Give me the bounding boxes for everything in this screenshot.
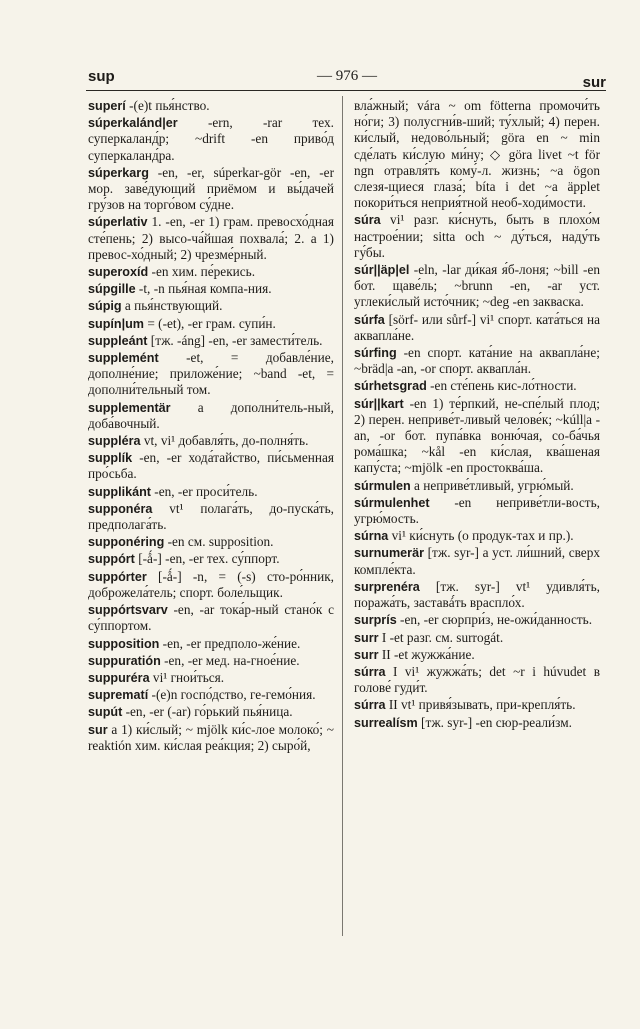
dictionary-entry <box>354 378 600 394</box>
entry-headword: supplemént <box>88 351 159 366</box>
entry-definition: [-ǻ-] -n, = (-s) сто-ро́нник, доброжела́тель; спорт. боле́льщик. <box>88 568 334 600</box>
entry-headword: súpig <box>88 299 122 314</box>
entry-headword: súr||kart <box>354 396 404 411</box>
entry-definition: -en, -er мед. на-гное́ние. <box>160 652 300 668</box>
entry-headword: súpgille <box>88 282 136 297</box>
entry-headword: surnumerär <box>354 546 424 561</box>
entry-headword: superí <box>88 99 126 113</box>
entry-definition: [тж. syr-] vt¹ удивля́ть, поража́ть, заставá́ть враспло́х. <box>354 578 600 611</box>
entry-definition: II vt¹ привя́зывать, при-крепля́ть. <box>385 697 576 713</box>
dictionary-entry <box>354 98 600 211</box>
dictionary-entry <box>354 664 600 696</box>
entry-definition: -en, -er проси́тель. <box>150 483 258 499</box>
dictionary-entry <box>88 165 334 214</box>
entry-headword: supponéring <box>88 535 165 550</box>
dictionary-entry <box>354 478 600 494</box>
entry-definition: a неприве́тливый, угрю́мый. <box>410 477 574 493</box>
entry-headword: surprenéra <box>354 579 420 594</box>
entry-definition: -en, -er сюрпри́з, не-ожи́данность. <box>396 612 593 628</box>
entry-headword: supplikánt <box>88 484 151 499</box>
entry-headword: súrna <box>354 529 389 544</box>
entry-headword: súrra <box>354 664 386 679</box>
entry-definition: -en неприве́тли-вость, угрю́мость. <box>354 494 600 527</box>
dictionary-entry <box>354 262 600 311</box>
dictionary-entry <box>88 551 334 567</box>
entry-headword: súrhetsgrad <box>354 379 427 394</box>
page-header <box>88 66 606 90</box>
dictionary-entry <box>88 316 334 332</box>
entry-definition: vt¹ полага́ть, до-пуска́ть, предполага́ть. <box>88 500 334 533</box>
entry-headword: súrmulenhet <box>354 495 430 510</box>
entry-definition: vi¹ разг. ки́снуть, быть в плохо́м настрое́нии; sitta och ~ ду́ться, наду́ть гу́бы. <box>354 212 600 260</box>
dictionary-entry <box>88 350 334 399</box>
entry-definition: a 1) ки́слый; ~ mjölk ки́с-лое молоко́; ~ reaktión хим. ки́слая реа́кция; 2) сыро́й, <box>88 721 334 753</box>
entry-definition: -eln, -lar ди́кая я́б-лоня; ~bill -en бот. щаве́ль; ~brunn -en, -ar уст. углеки́слый исто́чник; ~deg -en закваска. <box>354 262 600 310</box>
entry-definition: -ern, -rar тех. суперкаланд́р; ~drift -en приво́д суперкаланд́ра. <box>88 115 334 163</box>
entry-definition: [-ǻ-] -en, -er тех. су́ппорт. <box>134 551 280 567</box>
dictionary-entry <box>88 333 334 349</box>
dictionary-entry <box>354 697 600 713</box>
entry-definition: вла́жный; vára ~ om fötterna промочи́ть но́ги; 3) полусгни́в-ший; ту́хлый; 4) перен. ки́слый, недово́льный; göra en ~ min сде́лать ки́слую ми́ну; ◇ göra livet ~t för ngn отравля́ть кому́-л. жизнь; ~a ögon слезя-щиеся глаза́; bíta i det ~a äpplet покори́ться неприя́тной необ-ходи́мости. <box>354 98 600 211</box>
entry-headword: supplík <box>88 451 133 466</box>
entry-definition: -en хим. пе́рекись. <box>148 264 256 280</box>
dictionary-entry <box>88 722 334 754</box>
entry-definition: -en спорт. ката́ние на аквапла́не; ~bräd|a -an, -or спорт. аквапла́н. <box>354 345 600 377</box>
entry-headword: surr <box>354 630 379 645</box>
dictionary-entry <box>354 579 600 611</box>
entry-definition: 1. -en, -er 1) грам. превосхо́дная сте́пень; 2) высо-ча́йшая похвала́; 2. a 1) превос-хо́дный; 2) чрезме́рный. <box>88 214 334 262</box>
entry-headword: supponéra <box>88 501 153 516</box>
entry-definition: = (-et), -er грам. супи́н. <box>144 315 276 331</box>
entry-headword: sur <box>88 722 108 737</box>
dictionary-entry <box>354 312 600 344</box>
entry-definition: -en, -er хода́тайство, пи́сьменная про́сьба. <box>88 450 334 482</box>
dictionary-entry <box>354 647 600 663</box>
entry-headword: súrra <box>354 698 386 713</box>
dictionary-entry <box>88 400 334 432</box>
dictionary-entry <box>88 264 334 280</box>
dictionary-entry <box>88 214 334 263</box>
entry-headword: superoxíd <box>88 265 149 280</box>
entry-definition: -en сте́пень кис-ло́тности. <box>426 378 577 394</box>
dictionary-entry <box>88 653 334 669</box>
entry-definition: I -et разг. см. surrogát. <box>378 629 504 645</box>
entry-definition: vt, vi¹ добавля́ть, до-полня́ть. <box>140 433 309 449</box>
dictionary-entry <box>88 484 334 500</box>
dictionary-entry <box>354 528 600 544</box>
entry-headword: suppórtsvarv <box>88 603 168 618</box>
dictionary-entry <box>88 602 334 634</box>
dictionary-entry <box>88 636 334 652</box>
entry-definition: -en 1) те́рпкий, не-спе́лый плод; 2) перен. неприве́т-ливый челове́к; ~kúll|a -an, -or бот. пупа́вка воню́чая, со-ба́чья рома́шка; ~kål -en ки́слая, ква́шеная капу́ста; ~mjölk -en простоква́ша. <box>354 395 600 476</box>
left-column <box>88 98 334 755</box>
dictionary-entry <box>354 612 600 628</box>
entry-headword: súr||äp|el <box>354 263 410 278</box>
entry-definition: vi¹ ки́снуть (о продук-тах и пр.). <box>388 528 574 544</box>
entry-headword: súrmulen <box>354 478 411 493</box>
dictionary-entry <box>354 396 600 477</box>
dictionary-entry <box>88 670 334 686</box>
entry-definition: a дополни́тель-ный, доба́вочный. <box>88 399 334 431</box>
dictionary-entry <box>88 569 334 601</box>
column-divider <box>342 96 343 936</box>
entry-definition: I vi¹ жужжа́ть; det ~r i húvudet в голове́ гуди́т. <box>354 663 600 696</box>
dictionary-entry <box>88 704 334 720</box>
entry-headword: suppléra <box>88 434 141 449</box>
entry-definition: [тж. syr-] a уст. ли́шний, сверх компле́кта. <box>354 545 600 577</box>
dictionary-entry <box>88 534 334 550</box>
entry-definition: -en, -er (-ar) го́рький пья́ница. <box>122 704 293 720</box>
entry-headword: suppleánt <box>88 333 148 348</box>
entry-headword: surr <box>354 647 379 662</box>
dictionary-entry <box>88 298 334 314</box>
entry-definition: [sörf- или sůrf-] vi¹ спорт. ката́ться на аквапла́не. <box>354 311 600 343</box>
entry-definition: -t, -n пья́ная компа-ния. <box>135 281 272 297</box>
dictionary-entry <box>88 501 334 533</box>
entry-headword: supín|um <box>88 316 144 331</box>
entry-definition: -en, -er, súperkar-gör -en, -er мор. заве́дующий приёмом и вы́дачей гру́зов на торго́вом су́дне. <box>88 164 334 213</box>
dictionary-entry <box>88 281 334 297</box>
entry-headword: súperkarg <box>88 165 149 180</box>
dictionary-entry <box>88 450 334 482</box>
dictionary-entry <box>354 715 600 731</box>
entry-definition: [тж. syr-] -en сюр-реали́зм. <box>417 714 572 730</box>
entry-headword: súrfa <box>354 312 385 327</box>
entry-definition: -en см. supposition. <box>164 534 274 550</box>
entry-headword: suppórter <box>88 569 147 584</box>
entry-headword: súra <box>354 213 381 228</box>
entry-definition: -en, -ar тока́р-ный стано́к с су́ппортом. <box>88 602 334 634</box>
entry-definition: a пья́нствующий. <box>121 298 223 314</box>
entry-definition: II -et жужжа́ние. <box>378 646 475 662</box>
right-column <box>354 98 600 732</box>
entry-headword: surrealísm <box>354 715 418 730</box>
entry-headword: suppuratión <box>88 653 161 668</box>
header-rule <box>86 90 606 91</box>
dictionary-entry <box>354 345 600 377</box>
dictionary-entry <box>88 115 334 164</box>
entry-headword: supút <box>88 705 123 720</box>
dictionary-entry <box>354 545 600 577</box>
entry-headword: súrfing <box>354 346 397 361</box>
dictionary-entry <box>354 630 600 646</box>
page-number: — 976 — <box>317 68 377 84</box>
entry-headword: súperkalánd|er <box>88 116 178 131</box>
entry-headword: surprís <box>354 613 397 628</box>
entry-headword: suprematí <box>88 688 149 703</box>
left-running-head: sup <box>88 68 115 85</box>
dictionary-entry <box>354 495 600 527</box>
entry-headword: supposition <box>88 636 160 651</box>
entry-headword: súperlativ <box>88 215 148 230</box>
entry-definition: vi¹ гнои́ться. <box>149 669 225 685</box>
dictionary-entry <box>88 98 334 114</box>
entry-definition: -(e)t пья́нство. <box>125 98 210 113</box>
entry-definition: -et, = добавле́ние, дополне́ние; приложе́ние; ~band -et, = дополни́тельный том. <box>88 350 334 398</box>
dictionary-entry <box>88 687 334 703</box>
entry-headword: suppórt <box>88 552 135 567</box>
entry-definition: -(e)n госпо́дство, ге-гемо́ния. <box>148 687 316 703</box>
entry-definition: -en, -er предполо-же́ние. <box>159 635 301 651</box>
entry-headword: suppuréra <box>88 670 150 685</box>
right-running-head: sur <box>582 74 606 91</box>
dictionary-entry <box>354 212 600 261</box>
entry-definition: [тж. -áng] -en, -er замести́тель. <box>147 332 323 348</box>
entry-headword: supplementär <box>88 400 171 415</box>
dictionary-entry <box>88 433 334 449</box>
